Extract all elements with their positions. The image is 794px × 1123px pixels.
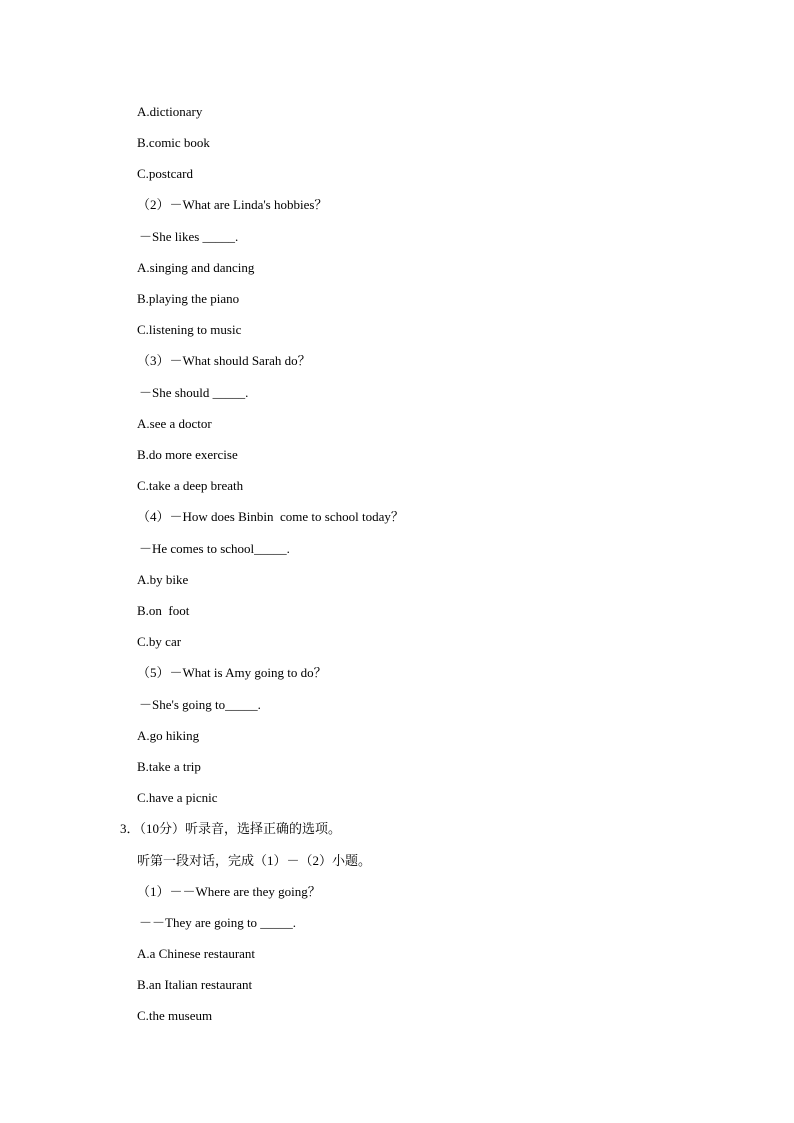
option-3b: B.do more exercise [137, 447, 238, 462]
answer-4: －He comes to school_____. [139, 541, 290, 556]
s3-option-a: A.a Chinese restaurant [137, 946, 256, 961]
option-c-postcard: C.postcard [137, 166, 193, 181]
s3-question-1: （1）－－Where are they going？ [137, 884, 321, 899]
option-4c: C.by car [137, 634, 182, 649]
question-3: （3）－What should Sarah do？ [137, 353, 311, 368]
option-5c: C.have a picnic [137, 790, 218, 805]
answer-5: －She's going to_____. [139, 697, 261, 712]
question-4: （4）－How does Binbin come to school today？ [137, 509, 404, 524]
option-4a: A.by bike [137, 572, 189, 587]
option-3c: C.take a deep breath [137, 478, 244, 493]
section-3-instruction: 听第一段对话，完成（1）－（2）小题。 [137, 853, 372, 868]
option-3a: A.see a doctor [137, 416, 212, 431]
option-b-comic-book: B.comic book [137, 135, 210, 150]
option-5a: A.go hiking [137, 728, 200, 743]
option-2b: B.playing the piano [137, 291, 240, 306]
option-a-dictionary: A.dictionary [137, 104, 203, 119]
section-3-heading: 3．（10分）听录音，选择正确的选项。 [120, 821, 342, 836]
question-5: （5）－What is Amy going to do？ [137, 665, 327, 680]
answer-2: －She likes _____. [139, 229, 239, 244]
option-2a: A.singing and dancing [137, 260, 255, 275]
question-2: （2）－What are Linda's hobbies？ [137, 197, 328, 212]
s3-option-b: B.an Italian restaurant [137, 977, 253, 992]
s3-answer-1: －－They are going to _____. [139, 915, 297, 930]
option-2c: C.listening to music [137, 322, 242, 337]
option-5b: B.take a trip [137, 759, 201, 774]
answer-3: －She should _____. [139, 385, 249, 400]
option-4b: B.on foot [137, 603, 190, 618]
s3-option-c: C.the museum [137, 1008, 213, 1023]
